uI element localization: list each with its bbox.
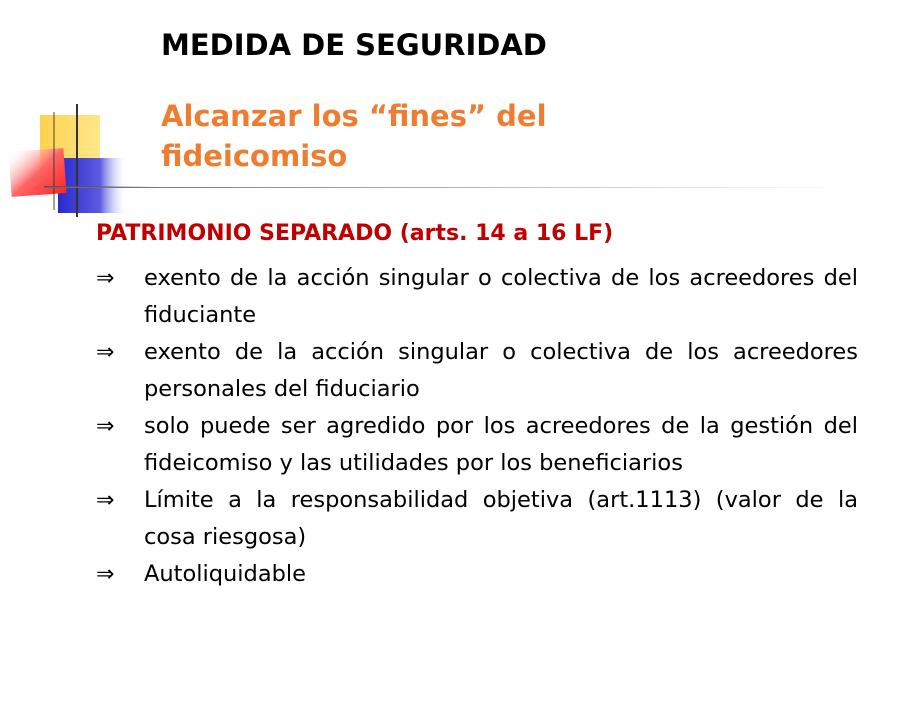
section-heading: PATRIMONIO SEPARADO (arts. 14 a 16 LF) [96,221,614,246]
double-arrow-icon: ⇒ [96,340,115,365]
list-item [96,482,858,556]
slide-title: MEDIDA DE SEGURIDAD [161,28,547,62]
list-item [96,556,858,593]
list-item [96,334,858,408]
double-arrow-icon: ⇒ [96,562,115,587]
double-arrow-icon: ⇒ [96,266,115,291]
list-item [96,408,858,482]
bullet-text: Autoliquidable [144,561,306,587]
bullet-list [96,260,858,593]
slide-subtitle: Alcanzar los “fines” del fideicomiso [161,99,547,173]
double-arrow-icon: ⇒ [96,414,115,439]
bullet-text: solo puede ser agredido por los acreedores de la gestión del fideicomiso y las utilidades por los beneficiarios [144,413,858,476]
list-item [96,260,858,334]
bullet-text: Límite a la responsabilidad objetiva (art.1113) (valor de la cosa riesgosa) [144,487,858,550]
bullet-text: exento de la acción singular o colectiva de los acreedores del fiduciante [144,265,858,328]
double-arrow-icon: ⇒ [96,488,115,513]
title-divider [44,187,844,188]
bullet-text: exento de la acción singular o colectiva de los acreedores personales del fiduciario [144,339,858,402]
decorative-logo-icon [0,0,160,230]
